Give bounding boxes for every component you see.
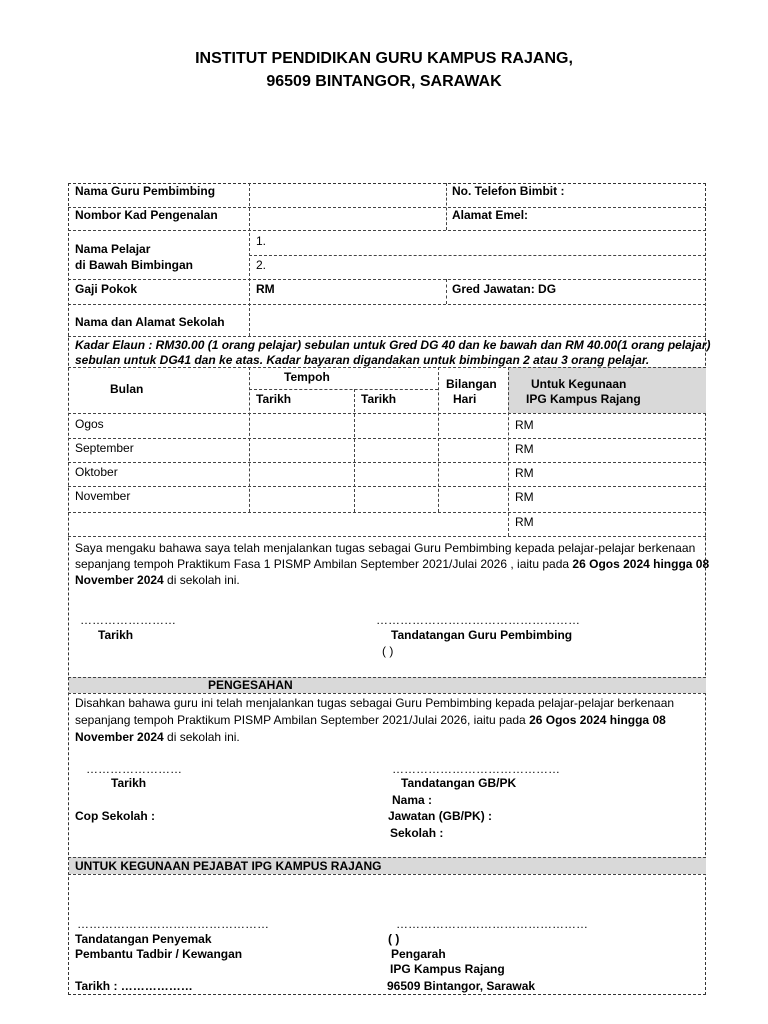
pelajar-1-field: 1. — [256, 234, 267, 248]
row-divider — [68, 413, 706, 414]
gaji-label: Gaji Pokok — [75, 282, 138, 296]
ipg-address: 96509 Bintangor, Sarawak — [387, 979, 536, 993]
col-divider — [446, 279, 447, 304]
pengarah-label: Pengarah — [391, 947, 446, 961]
kadar-line-2: sebulan untuk DG41 dan ke atas. Kadar bayaran digandakan untuk bimbingan 2 atau 3 orang pelajar. — [75, 353, 650, 367]
akuan-line-2-text: sepanjang tempoh Praktikum Fasa 1 PISMP Ambilan September 2021/Julai 2026 , iaitu pada — [75, 557, 573, 571]
row-divider — [68, 536, 706, 537]
col-divider — [249, 367, 250, 512]
table-row-rm: RM — [515, 466, 534, 480]
row-divider — [68, 486, 706, 487]
row-divider — [249, 255, 706, 256]
pejabat-title: UNTUK KEGUNAAN PEJABAT IPG KAMPUS RAJANG — [75, 859, 382, 873]
pengesahan-line-3 — [75, 730, 240, 744]
pengarah-name-paren: ( ) — [388, 932, 400, 946]
row-divider — [249, 389, 438, 390]
row-divider — [68, 874, 706, 875]
tarikh-header-1: Tarikh — [256, 392, 292, 406]
bilangan-header: Bilangan — [446, 377, 497, 391]
sekolah-label: Nama dan Alamat Sekolah — [75, 315, 225, 329]
row-divider — [68, 336, 706, 337]
penyemak-dots: ………………………………………… — [77, 917, 269, 931]
table-row-rm: RM — [515, 442, 534, 456]
emel-label: Alamat Emel: — [452, 208, 529, 222]
table-row-month: Ogos — [75, 417, 104, 431]
table-row-rm: RM — [515, 418, 534, 432]
row-divider — [68, 438, 706, 439]
col-divider — [438, 367, 439, 512]
cop-sekolah: Cop Sekolah : — [75, 809, 156, 823]
signature-dots-left: …………………… — [80, 613, 176, 627]
akuan-end-date: November 2024 — [75, 573, 164, 587]
row-divider — [68, 693, 706, 694]
col-divider — [446, 183, 447, 230]
pejabat-tarikh: Tarikh : ……………… — [75, 979, 193, 993]
pengesahan-dates: 26 Ogos 2024 hingga 08 — [529, 713, 666, 727]
bulan-header: Bulan — [110, 382, 144, 396]
pelajar-label-2: di Bawah Bimbingan — [75, 258, 194, 272]
akuan-name-paren: ( ) — [382, 644, 394, 658]
pengesahan-line-1: Disahkan bahawa guru ini telah menjalankan tugas sebagai Guru Pembimbing kepada pelajar-pelajar berkenaan — [75, 696, 675, 710]
institute-title: INSTITUT PENDIDIKAN GURU KAMPUS RAJANG, — [195, 50, 573, 67]
kad-label: Nombor Kad Pengenalan — [75, 208, 218, 222]
pengesahan-dots-left: …………………… — [86, 762, 182, 776]
pengesahan-end-date: November 2024 — [75, 730, 164, 744]
pengesahan-title: PENGESAHAN — [208, 678, 293, 692]
pengesahan-jawatan: Jawatan (GB/PK) : — [388, 809, 493, 823]
pengesahan-tandatangan: Tandatangan GB/PK — [401, 776, 517, 790]
row-divider — [68, 677, 706, 678]
kegunaan-header-2: IPG Kampus Rajang — [526, 392, 641, 406]
akuan-tarikh: Tarikh — [98, 628, 134, 642]
table-row-month: September — [75, 441, 134, 455]
pengesahan-shade — [69, 677, 706, 693]
hari-header: Hari — [453, 392, 477, 406]
institute-address: 96509 BINTANGOR, SARAWAK — [266, 73, 502, 90]
akuan-line-1: Saya mengaku bahawa saya telah menjalankan tugas sebagai Guru Pembimbing kepada pelajar-pelajar berkenaan — [75, 541, 696, 555]
col-divider — [354, 389, 355, 512]
row-divider — [68, 279, 706, 280]
col-divider — [249, 183, 250, 336]
tempoh-header: Tempoh — [284, 370, 330, 384]
pengesahan-dots-right: …………………………………… — [392, 762, 560, 776]
gred-label: Gred Jawatan: DG — [452, 282, 557, 296]
pelajar-label: Nama Pelajar — [75, 242, 151, 256]
row-divider — [68, 367, 706, 368]
row-divider — [68, 857, 706, 858]
guru-label: Nama Guru Pembimbing — [75, 184, 216, 198]
row-divider — [68, 230, 706, 231]
pengesahan-line-3-text: di sekolah ini. — [163, 730, 240, 744]
table-row-month: November — [75, 489, 131, 503]
pengesahan-nama: Nama : — [392, 793, 433, 807]
gaji-value: RM — [256, 282, 275, 296]
row-divider — [68, 304, 706, 305]
row-divider — [68, 512, 706, 513]
telefon-label: No. Telefon Bimbit : — [452, 184, 565, 198]
table-row-month: Oktober — [75, 465, 118, 479]
pelajar-2-field: 2. — [256, 258, 267, 272]
signature-dots-right: …………………………………………… — [376, 613, 580, 627]
ipg-label: IPG Kampus Rajang — [390, 962, 505, 976]
akuan-line-2 — [75, 557, 709, 571]
penyemak-label: Tandatangan Penyemak — [75, 932, 212, 946]
kadar-line-1: Kadar Elaun : RM30.00 (1 orang pelajar) sebulan untuk Gred DG 40 dan ke bawah dan RM 40.00(1 orang pelajar) — [75, 338, 711, 352]
col-divider — [508, 367, 509, 536]
pengarah-dots: ………………………………………… — [396, 917, 588, 931]
table-row-rm: RM — [515, 490, 534, 504]
akuan-dates: 26 Ogos 2024 hingga 08 — [572, 557, 710, 571]
pengesahan-line-2-text: sepanjang tempoh Praktikum PISMP Ambilan September 2021/Julai 2026, iaitu pada — [75, 713, 530, 727]
pengesahan-line-2 — [75, 713, 666, 727]
table-row-rm: RM — [515, 515, 534, 529]
pembantu-label: Pembantu Tadbir / Kewangan — [75, 947, 243, 961]
akuan-tandatangan: Tandatangan Guru Pembimbing — [391, 628, 573, 642]
pengesahan-sekolah: Sekolah : — [390, 826, 444, 840]
kegunaan-header: Untuk Kegunaan — [531, 377, 627, 391]
row-divider — [68, 462, 706, 463]
pengesahan-tarikh: Tarikh — [111, 776, 147, 790]
akuan-line-3-text: di sekolah ini. — [163, 573, 240, 587]
tarikh-header-2: Tarikh — [361, 392, 397, 406]
akuan-line-3 — [75, 573, 240, 587]
